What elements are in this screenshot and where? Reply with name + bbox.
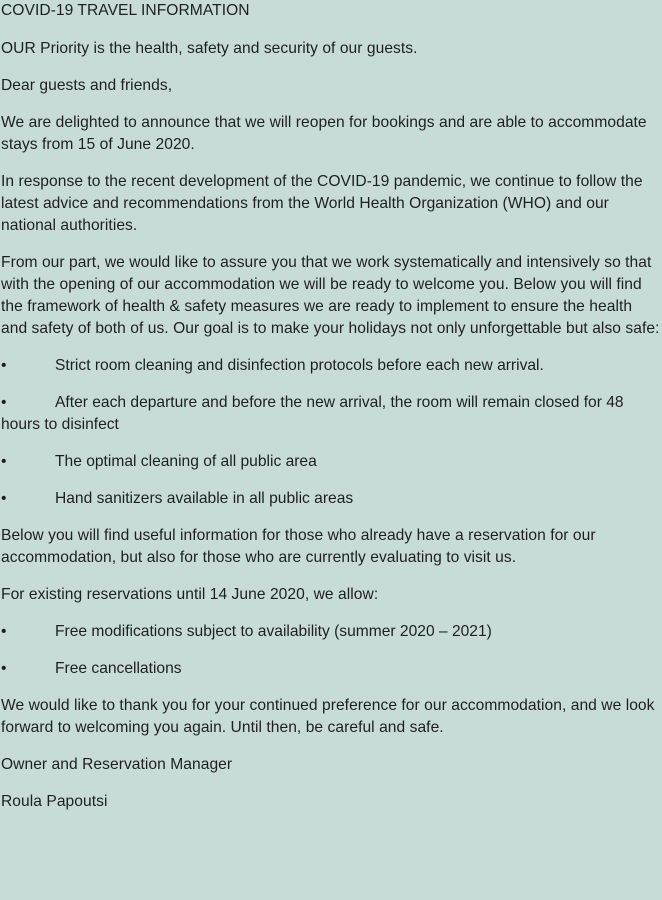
list-item-text: Free modifications subject to availability (summer 2020 – 2021)	[55, 623, 492, 640]
safety-assurance: From our part, we would like to assure you that we work systematically and intensively so that with the opening of our accommodation we will be ready to welcome you. Below you will find the framework of health & safety measures we are ready to implement to ensure the health and safety of both of us. Our goal is to make your holidays not only unforgettable but also safe:	[1, 254, 660, 337]
list-item	[1, 451, 662, 473]
bullet-icon: •	[1, 623, 7, 640]
thank-you-message: We would like to thank you for your continued preference for our accommodation, and we look forward to welcoming you again. Until then, be careful and safe.	[1, 697, 655, 736]
existing-reservations-heading: For existing reservations until 14 June 2020, we allow:	[1, 586, 379, 603]
bullet-icon: •	[1, 490, 7, 507]
list-item	[1, 621, 662, 643]
pandemic-response: In response to the recent development of the COVID-19 pandemic, we continue to follow the latest advice and recommendations from the World Health Organization (WHO) and our national authorities.	[1, 173, 643, 234]
list-item	[1, 392, 662, 436]
bullet-icon: •	[1, 453, 7, 470]
reopening-announcement: We are delighted to announce that we will reopen for bookings and are able to accommodate stays from 15 of June 2020.	[1, 114, 647, 153]
list-item-text: Free cancellations	[55, 660, 182, 677]
list-item-text: After each departure and before the new arrival, the room will remain closed for 48 hours to disinfect	[1, 394, 624, 433]
list-item-text: Hand sanitizers available in all public areas	[55, 490, 354, 507]
list-item	[1, 355, 662, 377]
signature-name: Roula Papoutsi	[1, 793, 108, 810]
useful-information: Below you will find useful information for those who already have a reservation for our accommodation, but also for those who are currently evaluating to visit us.	[1, 527, 596, 566]
bullet-icon: •	[1, 660, 7, 677]
bullet-icon: •	[1, 394, 7, 411]
signature-role: Owner and Reservation Manager	[1, 756, 233, 773]
list-item-text: Strict room cleaning and disinfection protocols before each new arrival.	[55, 357, 544, 374]
list-item	[1, 658, 662, 680]
priority-statement: OUR Priority is the health, safety and security of our guests.	[1, 40, 418, 57]
list-item	[1, 488, 662, 510]
safety-measures-list	[1, 355, 662, 510]
bullet-icon: •	[1, 357, 7, 374]
greeting: Dear guests and friends,	[1, 77, 173, 94]
list-item-text: The optimal cleaning of all public area	[55, 453, 317, 470]
page-title: COVID-19 TRAVEL INFORMATION	[1, 2, 250, 19]
reservation-allowances-list	[1, 621, 662, 680]
